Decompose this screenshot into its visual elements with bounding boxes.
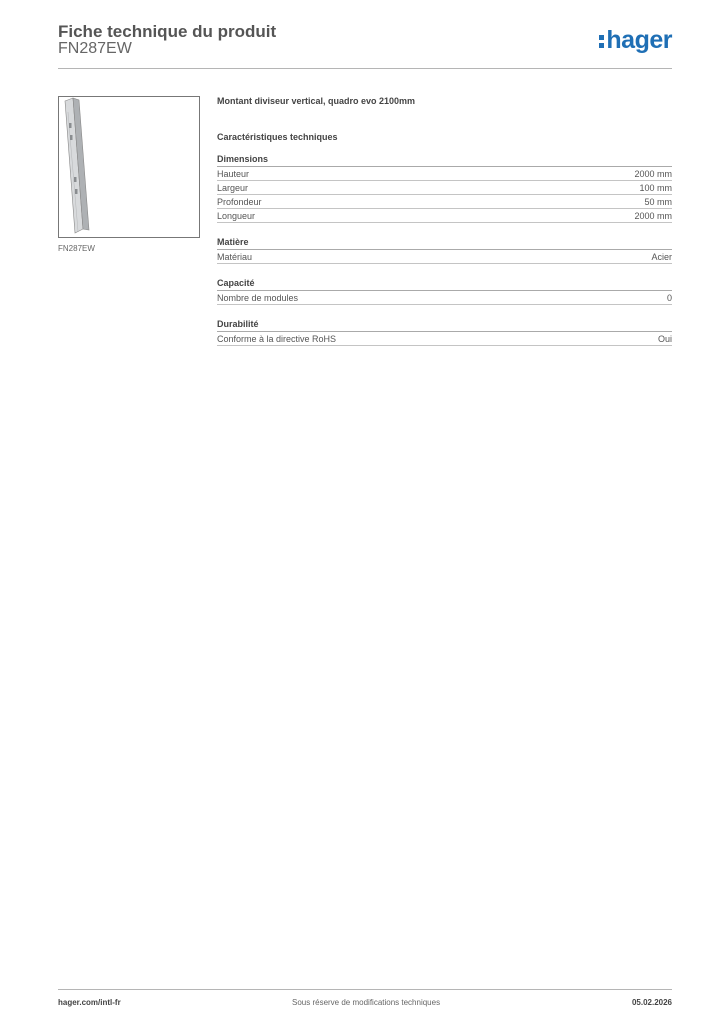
section-title: Matière — [217, 237, 672, 250]
footer-notice: Sous réserve de modifications techniques — [292, 998, 441, 1007]
spec-label: Nombre de modules — [217, 293, 299, 303]
spec-label: Matériau — [217, 252, 253, 262]
spec-value: 2000 mm — [634, 211, 672, 221]
section-dimensions — [217, 154, 672, 223]
spec-value: 0 — [666, 293, 672, 303]
product-description: Montant diviseur vertical, quadro evo 2100mm — [217, 96, 416, 106]
vertical-divider-illustration — [59, 97, 199, 237]
spec-value: Oui — [657, 334, 672, 344]
footer-website-link[interactable]: hager.com/intl-fr — [58, 998, 121, 1007]
image-caption: FN287EW — [58, 244, 95, 253]
section-capacite — [217, 278, 672, 305]
spec-row-largeur — [217, 181, 672, 195]
spec-row-profondeur — [217, 195, 672, 209]
footer-divider — [58, 989, 672, 990]
product-image — [58, 96, 200, 238]
section-title: Dimensions — [217, 154, 672, 167]
section-title: Durabilité — [217, 319, 672, 332]
spec-row-materiau — [217, 250, 672, 264]
page-title: Fiche technique du produit — [58, 22, 277, 41]
section-title: Capacité — [217, 278, 672, 291]
tech-specs-heading: Caractéristiques techniques — [217, 132, 338, 142]
section-matiere — [217, 237, 672, 264]
spec-row-hauteur — [217, 167, 672, 181]
product-reference: FN287EW — [58, 40, 132, 57]
spec-label: Hauteur — [217, 169, 250, 179]
spec-label: Longueur — [217, 211, 256, 221]
spec-label: Conforme à la directive RoHS — [217, 334, 337, 344]
spec-row-modules — [217, 291, 672, 305]
spec-row-rohs — [217, 332, 672, 346]
spec-content — [217, 96, 672, 360]
hager-logo — [599, 26, 672, 55]
spec-label: Profondeur — [217, 197, 262, 207]
logo-text: hager — [606, 26, 672, 54]
logo-dots-icon — [599, 33, 604, 49]
spec-value: 100 mm — [639, 183, 672, 193]
spec-value: Acier — [651, 252, 672, 262]
spec-label: Largeur — [217, 183, 249, 193]
header-divider — [58, 68, 672, 69]
page-header — [58, 20, 672, 70]
section-durabilite — [217, 319, 672, 346]
footer-date: 05.02.2026 — [631, 998, 672, 1007]
spec-value: 2000 mm — [634, 169, 672, 179]
spec-value: 50 mm — [644, 197, 672, 207]
spec-row-longueur — [217, 209, 672, 223]
